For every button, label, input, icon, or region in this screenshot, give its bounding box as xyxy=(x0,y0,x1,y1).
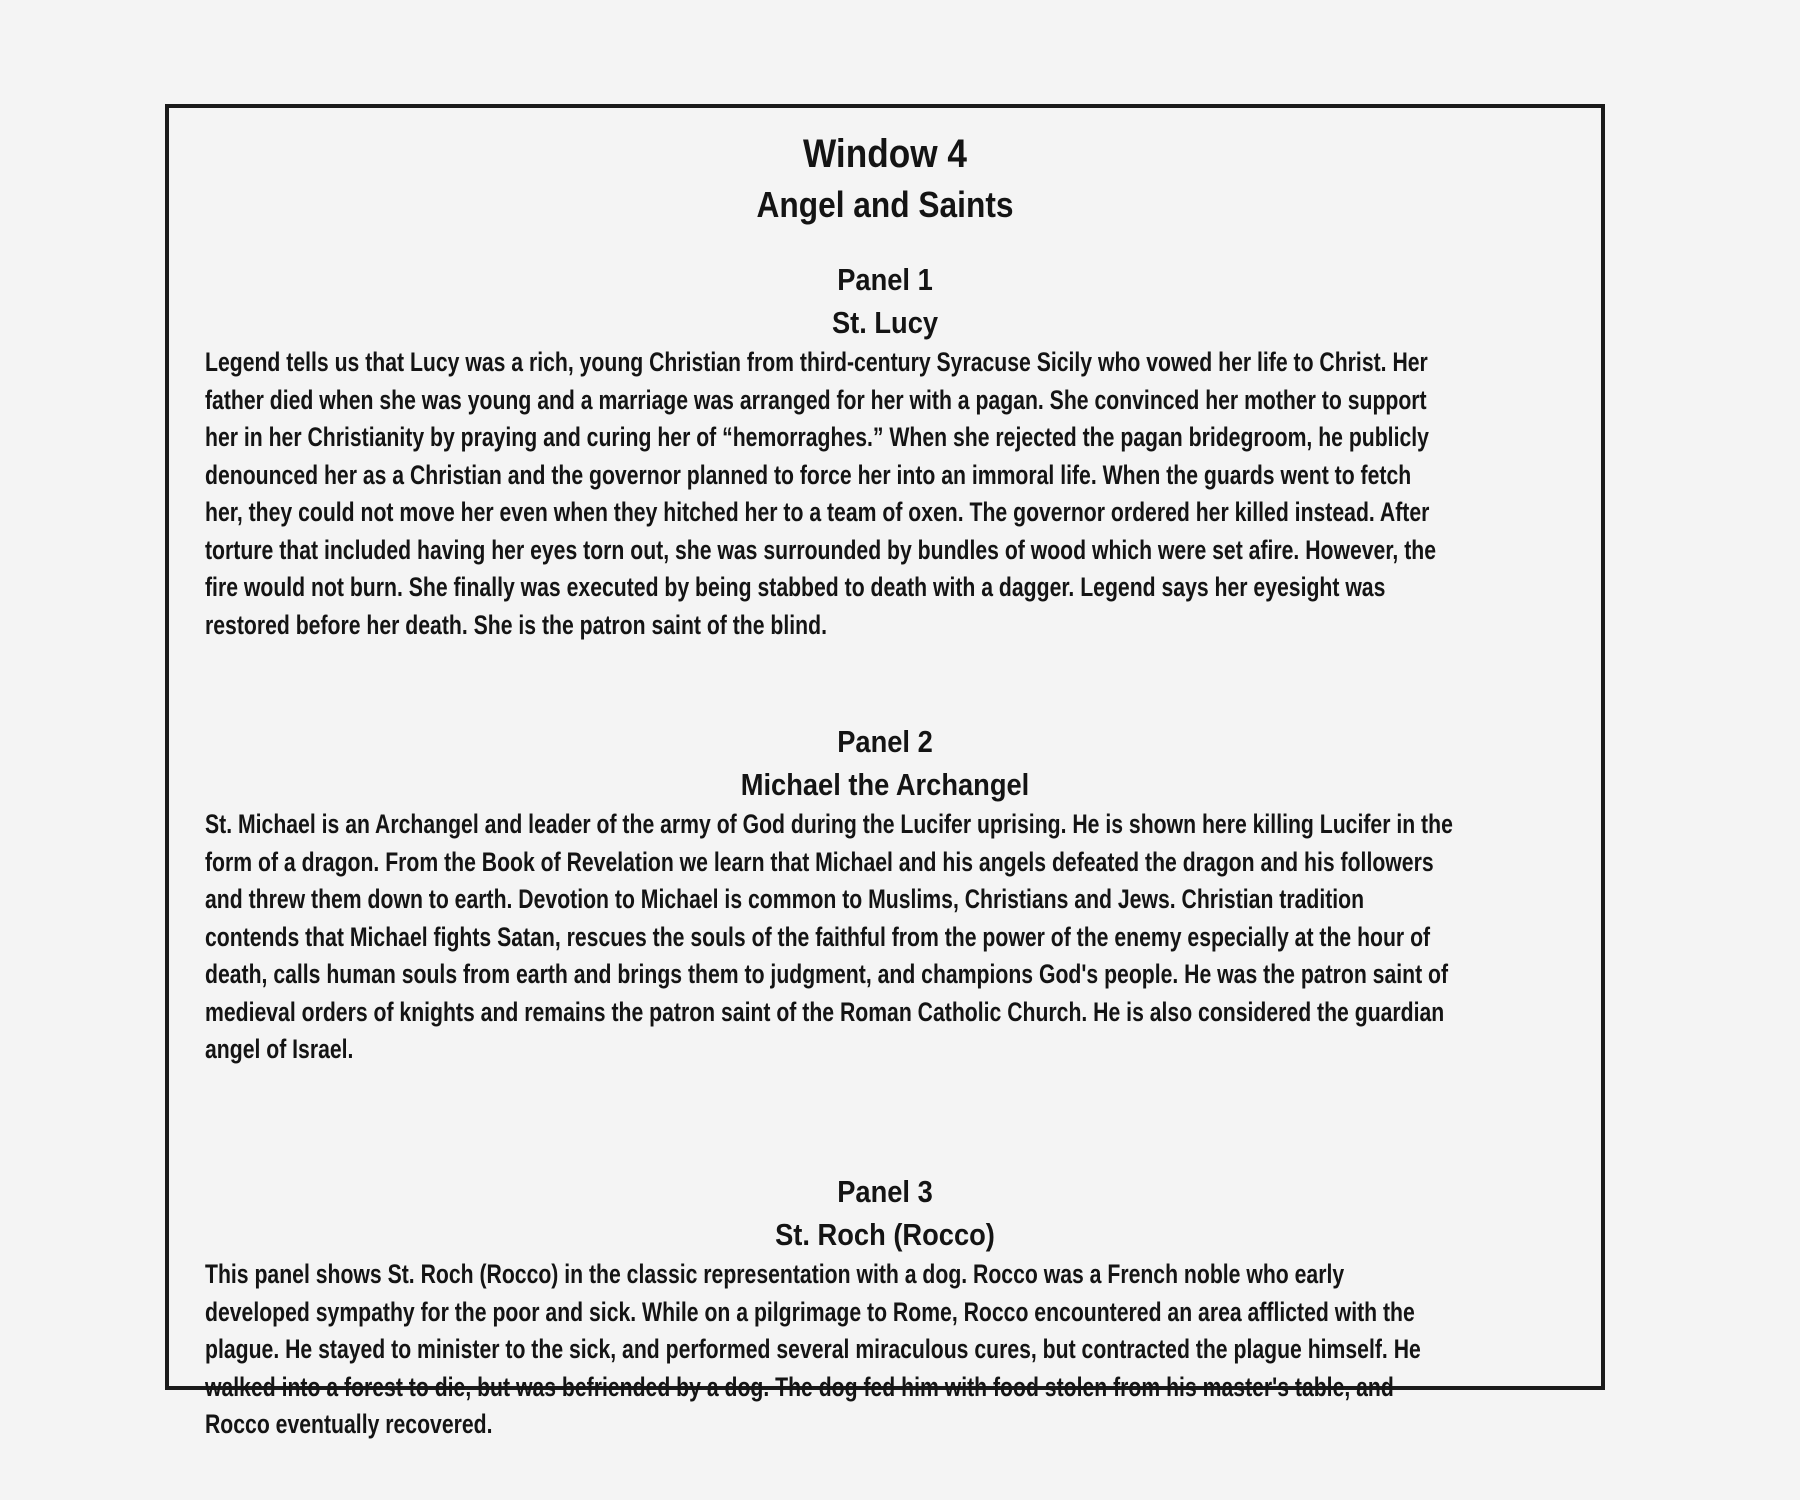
panel-section-3 xyxy=(205,1170,1565,1446)
panel-section-2 xyxy=(205,720,1565,1170)
panel-description: Legend tells us that Lucy was a rich, young Christian from third-century Syracuse Sicily who vowed her life to Christ. Her father died when she was young and a marriage was arranged for her with a pagan. She convinced her mother to support her in her Christianity by praying and curing her of “hemorraghes.” When she rejected the pagan bridegroom, he publicly denounced her as a Christian and the governor planned to force her into an immoral life. When the guards went to fetch her, they could not move her even when they hitched her to a team of oxen. The governor ordered her killed instead. After torture that included having her eyes torn out, she was surrounded by bundles of wood which were set afire. However, the fire would not burn. She finally was executed by being stabbed to death with a dagger. Legend says her eyesight was restored before her death. She is the patron saint of the blind. xyxy=(205,347,1436,640)
panel-description: St. Michael is an Archangel and leader of the army of God during the Lucifer uprising. He is shown here killing Lucifer in the form of a dragon. From the Book of Revelation we learn that Michael and his angels defeated the dragon and his followers and threw them down to earth. Devotion to Michael is common to Muslims, Christians and Jews. Christian tradition contends that Michael fights Satan, rescues the souls of the faithful from the power of the enemy especially at the hour of death, calls human souls from earth and brings them to judgment, and champions God's people. He was the patron saint of medieval orders of knights and remains the patron saint of the Roman Catholic Church. He is also considered the guardian angel of Israel. xyxy=(205,809,1453,1064)
panel-number: Panel 1 xyxy=(837,262,933,297)
page-title: Window 4 xyxy=(803,132,967,176)
panel-section-1 xyxy=(205,258,1565,720)
panel-heading: Michael the Archangel xyxy=(740,767,1030,802)
panel-heading: St. Roch (Rocco) xyxy=(775,1217,995,1252)
panel-description: This panel shows St. Roch (Rocco) in the classic representation with a dog. Rocco was a French noble who early developed sympathy for the poor and sick. While on a pilgrimage to Rome, Rocco encountered an area afflicted with the plague. He stayed to minister to the sick, and performed several miraculous cures, but contracted the plague himself. He walked into a forest to die, but was befriended by a dog. The dog fed him with food stolen from his master's table, and Rocco eventually recovered. xyxy=(205,1259,1421,1439)
panel-heading: St. Lucy xyxy=(831,305,939,340)
page-subtitle: Angel and Saints xyxy=(756,184,1014,225)
document-frame xyxy=(165,104,1605,1439)
panel-number: Panel 3 xyxy=(837,1174,933,1209)
panel-number: Panel 2 xyxy=(837,724,933,759)
